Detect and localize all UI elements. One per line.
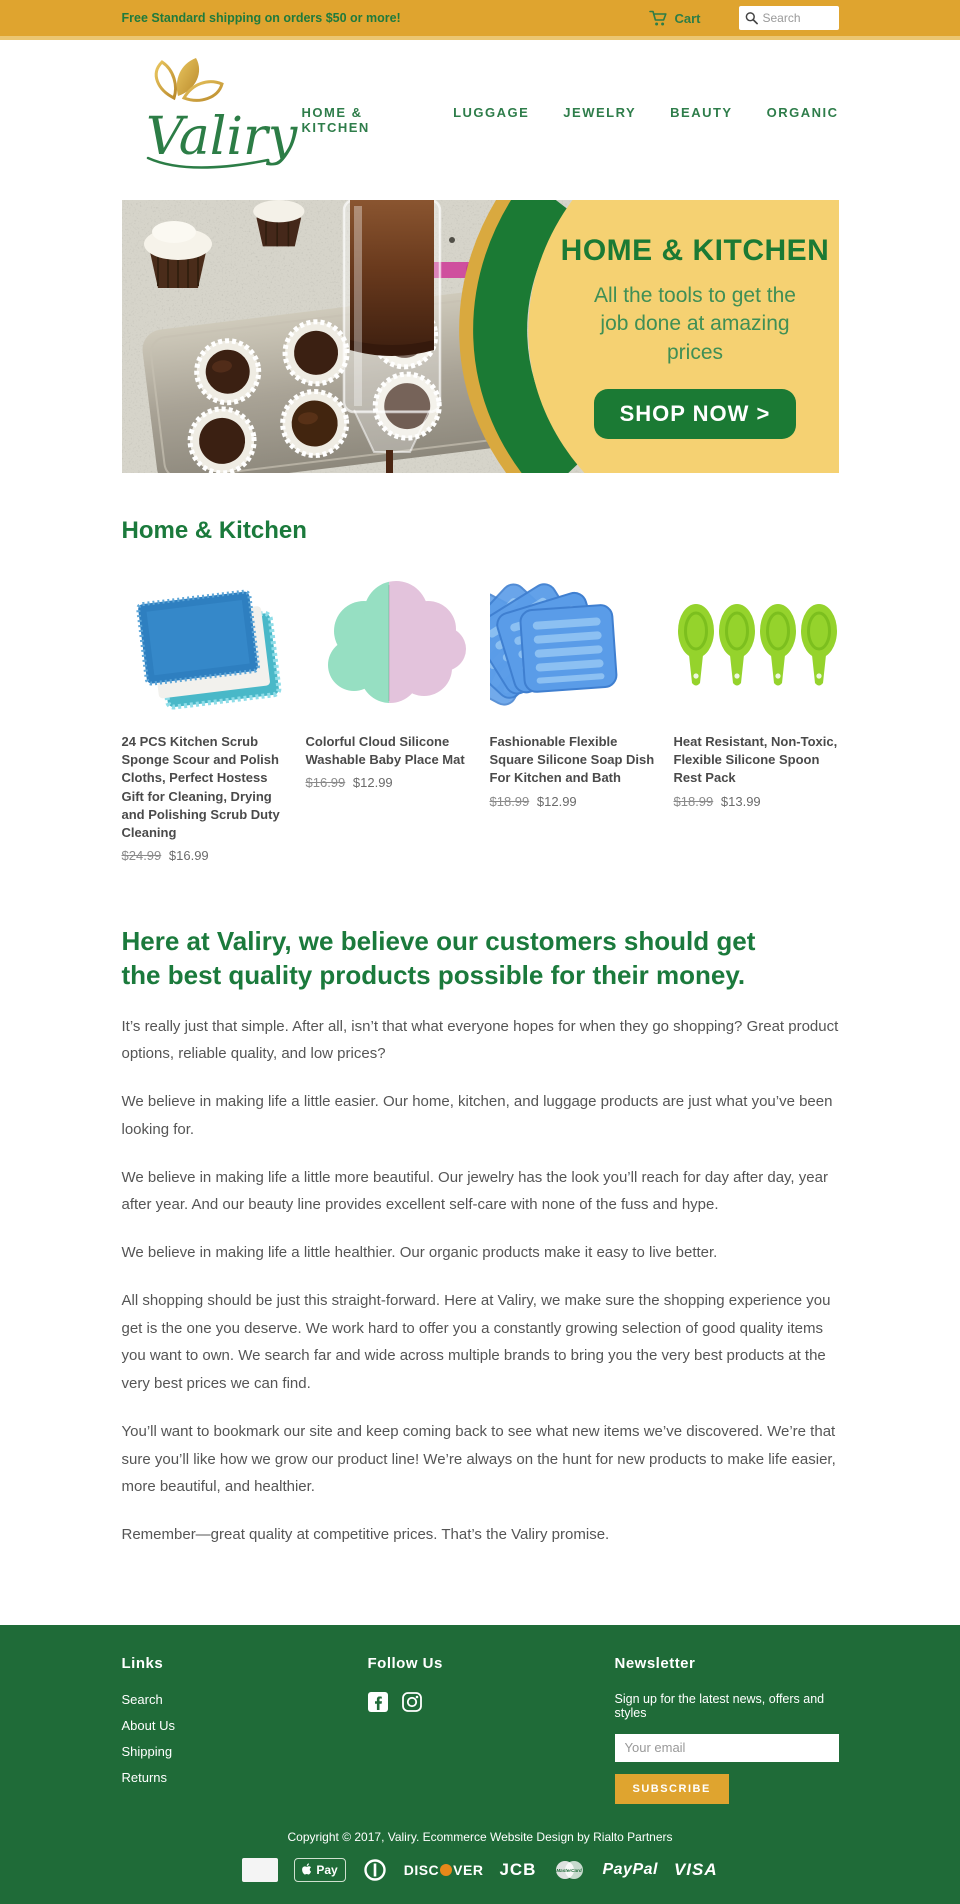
search-input[interactable] — [763, 11, 833, 25]
nav-item-beauty[interactable]: BEAUTY — [670, 105, 733, 120]
facebook-icon — [368, 1692, 388, 1712]
product-title[interactable]: Fashionable Flexible Square Silicone Soap Dish For Kitchen and Bath — [489, 734, 655, 786]
mastercard-label: MasterCard — [556, 1867, 583, 1873]
about-paragraph: We believe in making life a little healthier. Our organic products make it easy to live better. — [121, 1244, 718, 1262]
product-price: $13.99 — [720, 793, 761, 809]
hero-title: HOME & KITCHEN — [560, 233, 830, 267]
about-paragraph: All shopping should be just this straight-forward. Here at Valiry, we make sure the shopping experience you get is the one you deserve. We work hard to offer you a constantly growing selection of good quality items you want to own. We search far and wide across multiple brands to bring you the very best products at the very best prices we can find. — [121, 1291, 831, 1393]
product-image-cloud-mat — [306, 573, 471, 723]
apple-pay-label: Pay — [316, 1862, 338, 1877]
american-express-icon — [242, 1858, 278, 1882]
instagram-link[interactable] — [402, 1692, 422, 1717]
discover-label-left: DISC — [403, 1861, 440, 1878]
product-title[interactable]: Heat Resistant, Non-Toxic, Flexible Silicone Spoon Rest Pack — [673, 734, 838, 786]
cart-label: Cart — [674, 10, 701, 26]
hero-subtitle: All the tools to get the job done at amazing prices — [594, 283, 796, 364]
product-card[interactable] — [122, 573, 287, 863]
product-old-price: $16.99 — [305, 775, 346, 791]
lotus-icon — [156, 58, 222, 100]
about-paragraph: It’s really just that simple. After all, isn’t that what everyone hopes for when they go shopping? Great product options, reliable quality, and low prices? — [121, 1017, 839, 1063]
copyright-text: Copyright © 2017, Valiry. Ecommerce Website Design by Rialto Partners — [287, 1829, 673, 1844]
newsletter-text: Sign up for the latest news, offers and styles — [614, 1691, 825, 1720]
newsletter-email-input[interactable] — [615, 1734, 839, 1762]
mastercard-icon — [552, 1858, 586, 1882]
instagram-icon — [402, 1692, 422, 1712]
product-old-price: $24.99 — [121, 848, 162, 864]
product-price: $12.99 — [352, 775, 393, 791]
footer-link-returns[interactable]: Returns — [121, 1769, 168, 1785]
footer-links-column — [122, 1655, 368, 1804]
footer-social-column — [368, 1655, 615, 1804]
footer-link-shipping[interactable]: Shipping — [121, 1743, 173, 1759]
search-icon — [745, 11, 758, 25]
search-box[interactable] — [739, 6, 839, 30]
about-paragraph: We believe in making life a little more beautiful. Our jewelry has the look you’ll reach for day after day, year after year. And our beauty line provides excellent self-care with none of the fuss and hype. — [121, 1168, 828, 1214]
visa-icon: VISA — [673, 1859, 718, 1879]
about-paragraph: We believe in making life a little easier. Our home, kitchen, and luggage products are just what you’ve been looking for. — [121, 1093, 833, 1138]
discover-label-right: VER — [453, 1861, 484, 1878]
facebook-link[interactable] — [368, 1692, 388, 1717]
site-header — [0, 40, 960, 200]
shipping-message: Free Standard shipping on orders $50 or more! — [121, 11, 401, 25]
product-old-price: $18.99 — [489, 793, 530, 809]
cart-icon — [649, 10, 668, 27]
about-paragraph: You’ll want to bookmark our site and keep coming back to see what new items we’ve discovered. We’re that sure you’ll like how we grow our product line! We’re always on the hunt for new products to make life easier, more beautiful, and healthier. — [121, 1422, 836, 1496]
product-card[interactable] — [674, 573, 839, 863]
footer-link-search[interactable]: Search — [121, 1691, 163, 1707]
payment-icons-row — [122, 1858, 839, 1882]
nav-item-luggage[interactable]: LUGGAGE — [453, 105, 530, 120]
about-heading: Here at Valiry, we believe our customers should get the best quality products possible for their money. — [121, 926, 756, 990]
shop-now-button[interactable]: SHOP NOW > — [594, 389, 797, 439]
product-image-spoon-rests — [674, 573, 839, 723]
brand-logo[interactable] — [122, 54, 302, 187]
apple-icon — [302, 1863, 313, 1876]
paypal-icon: PayPal — [602, 1860, 658, 1878]
brand-name: Valiry — [145, 106, 297, 167]
product-old-price: $18.99 — [673, 793, 714, 809]
footer-follow-title: Follow Us — [367, 1654, 443, 1672]
subscribe-button[interactable]: SUBSCRIBE — [615, 1774, 729, 1804]
footer-newsletter-column — [615, 1655, 839, 1804]
product-card[interactable] — [490, 573, 655, 863]
apple-pay-icon — [294, 1858, 345, 1882]
nav-item-jewelry[interactable]: JEWELRY — [563, 105, 637, 120]
footer-link-about-us[interactable]: About Us — [121, 1717, 175, 1733]
product-card[interactable] — [306, 573, 471, 863]
about-section — [122, 925, 839, 1549]
product-grid — [122, 573, 839, 863]
hero-banner — [122, 200, 839, 473]
diners-club-icon — [362, 1858, 388, 1882]
cart-button[interactable] — [649, 10, 700, 27]
product-price: $16.99 — [168, 848, 209, 864]
nav-item-home-kitchen[interactable]: HOME & KITCHEN — [301, 105, 370, 135]
nav-item-organic[interactable]: ORGANIC — [766, 105, 839, 120]
newsletter-title: Newsletter — [614, 1654, 696, 1672]
discover-o-dot — [440, 1864, 452, 1876]
site-footer — [0, 1625, 960, 1904]
product-image-scrub-sponge — [122, 573, 287, 723]
product-image-soap-dishes — [490, 573, 655, 723]
collection-title: Home & Kitchen — [121, 517, 307, 544]
product-title[interactable]: Colorful Cloud Silicone Washable Baby Place Mat — [305, 734, 465, 768]
discover-icon — [404, 1858, 484, 1882]
announcement-bar — [0, 0, 960, 40]
about-paragraph: Remember—great quality at competitive prices. That’s the Valiry promise. — [121, 1526, 610, 1544]
footer-links-title: Links — [121, 1654, 164, 1672]
product-price: $12.99 — [536, 793, 577, 809]
jcb-icon: JCB — [499, 1859, 537, 1879]
main-nav — [302, 105, 839, 135]
product-title[interactable]: 24 PCS Kitchen Scrub Sponge Scour and Polish Cloths, Perfect Hostess Gift for Cleaning, Drying and Polishing Scrub Duty Cleaning — [121, 734, 280, 840]
